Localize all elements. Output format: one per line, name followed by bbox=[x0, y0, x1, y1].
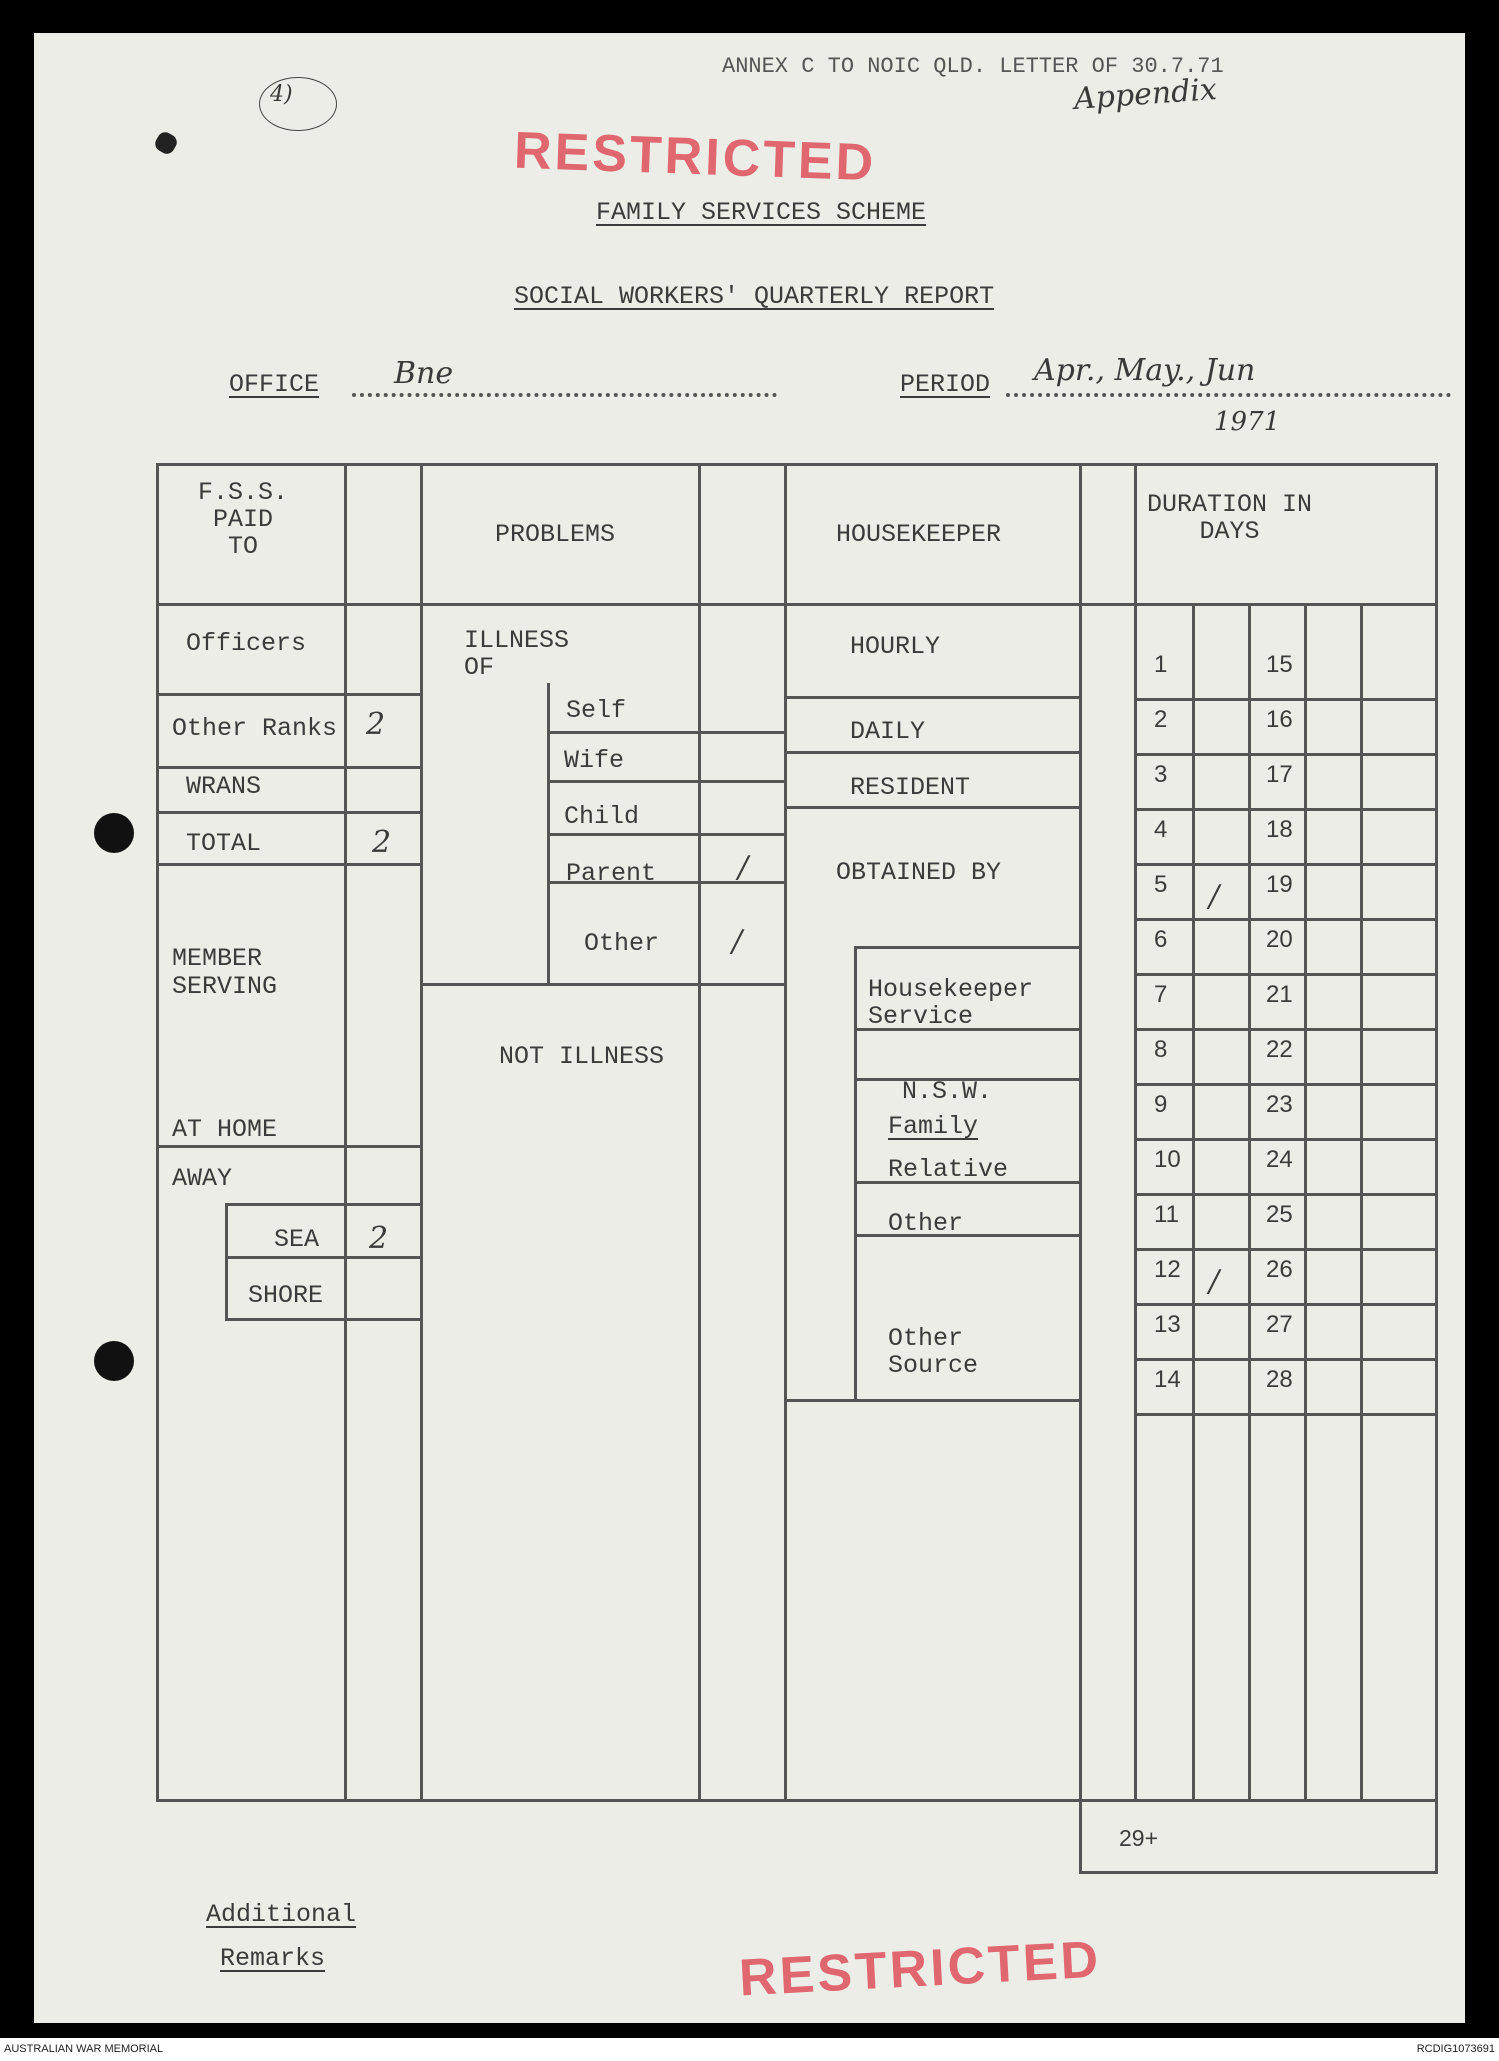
duration-mark-12: / bbox=[1209, 1264, 1220, 1299]
paid-to-officers: Officers bbox=[186, 629, 307, 658]
problems-wife: Wife bbox=[564, 746, 625, 775]
header-problems: PROBLEMS bbox=[495, 520, 616, 549]
duration-left-1: 1 bbox=[1154, 651, 1168, 678]
duration-mark-5: / bbox=[1209, 879, 1220, 914]
duration-right-25: 25 bbox=[1266, 1201, 1293, 1228]
paid-to-sea: SEA bbox=[274, 1225, 320, 1254]
additional-label: Additional bbox=[206, 1900, 357, 1929]
paid-to-other-ranks-value: 2 bbox=[366, 707, 386, 742]
housekeeper-nsw: N.S.W. bbox=[902, 1077, 993, 1106]
period-label: PERIOD bbox=[900, 370, 991, 399]
page-number: 4) bbox=[270, 82, 293, 107]
document-page bbox=[34, 33, 1465, 2023]
punch-hole-top bbox=[94, 813, 134, 853]
member-serving: MEMBER SERVING bbox=[172, 944, 278, 1001]
header-housekeeper: HOUSEKEEPER bbox=[836, 520, 1002, 549]
duration-left-5: 5 bbox=[1154, 871, 1168, 898]
duration-right-19: 19 bbox=[1266, 871, 1293, 898]
paid-to-total: TOTAL bbox=[186, 829, 262, 858]
remarks-label: Remarks bbox=[220, 1944, 326, 1973]
paid-to-sea-value: 2 bbox=[369, 1221, 389, 1256]
duration-left-13: 13 bbox=[1154, 1311, 1181, 1338]
problems-other: Other bbox=[584, 929, 660, 958]
duration-right-28: 28 bbox=[1266, 1366, 1293, 1393]
duration-left-2: 2 bbox=[1154, 706, 1168, 733]
duration-right-24: 24 bbox=[1266, 1146, 1293, 1173]
duration-right-16: 16 bbox=[1266, 706, 1293, 733]
problems-child: Child bbox=[564, 802, 640, 831]
problems-parent-value: / bbox=[738, 850, 749, 885]
annex-handwritten-note: Appendix bbox=[1072, 72, 1218, 117]
duration-right-18: 18 bbox=[1266, 816, 1293, 843]
duration-left-8: 8 bbox=[1154, 1036, 1168, 1063]
duration-right-23: 23 bbox=[1266, 1091, 1293, 1118]
problems-illness-of: ILLNESS OF bbox=[464, 626, 570, 682]
restricted-stamp-top: RESTRICTED bbox=[513, 121, 878, 193]
problems-parent: Parent bbox=[566, 859, 657, 888]
paid-to-away: AWAY bbox=[172, 1164, 233, 1193]
archive-footer bbox=[0, 2038, 1499, 2061]
problems-self: Self bbox=[566, 696, 627, 725]
housekeeper-other-source: Other Source bbox=[888, 1324, 979, 1380]
duration-left-12: 12 bbox=[1154, 1256, 1181, 1283]
housekeeper-other: Other bbox=[888, 1209, 964, 1238]
paid-to-wrans: WRANS bbox=[186, 772, 262, 801]
duration-left-4: 4 bbox=[1154, 816, 1168, 843]
office-label: OFFICE bbox=[229, 370, 320, 399]
restricted-stamp-bottom: RESTRICTED bbox=[737, 1930, 1103, 2008]
housekeeper-hourly: HOURLY bbox=[850, 632, 941, 661]
housekeeper-relative: Relative bbox=[888, 1155, 1009, 1184]
housekeeper-resident: RESIDENT bbox=[850, 773, 971, 802]
period-year: 1971 bbox=[1214, 407, 1281, 437]
punch-hole-bottom bbox=[94, 1341, 134, 1381]
problems-other-value: / bbox=[732, 924, 743, 959]
duration-left-11: 11 bbox=[1154, 1201, 1179, 1228]
paid-to-total-value: 2 bbox=[372, 825, 392, 860]
duration-right-20: 20 bbox=[1266, 926, 1293, 953]
duration-29-plus: 29+ bbox=[1119, 1825, 1159, 1851]
period-dotted-line bbox=[1006, 393, 1451, 397]
header-duration: DURATION IN DAYS bbox=[1147, 490, 1313, 546]
duration-right-27: 27 bbox=[1266, 1311, 1293, 1338]
form-subtitle: SOCIAL WORKERS' QUARTERLY REPORT bbox=[514, 282, 995, 311]
duration-right-22: 22 bbox=[1266, 1036, 1293, 1063]
housekeeper-service: Housekeeper Service bbox=[868, 975, 1034, 1031]
duration-left-10: 10 bbox=[1154, 1146, 1181, 1173]
duration-right-17: 17 bbox=[1266, 761, 1293, 788]
period-value: Apr., May., Jun bbox=[1034, 353, 1256, 388]
ink-smudge bbox=[152, 129, 179, 156]
header-paid-to: F.S.S. PAID TO bbox=[198, 478, 289, 561]
office-value: Bne bbox=[394, 356, 454, 391]
form-title: FAMILY SERVICES SCHEME bbox=[596, 198, 927, 227]
paid-to-shore: SHORE bbox=[248, 1281, 324, 1310]
paid-to-other-ranks: Other Ranks bbox=[172, 714, 338, 743]
archive-id: RCDIG1073691 bbox=[1416, 2043, 1495, 2055]
duration-left-7: 7 bbox=[1154, 981, 1168, 1008]
duration-left-3: 3 bbox=[1154, 761, 1168, 788]
duration-right-26: 26 bbox=[1266, 1256, 1293, 1283]
office-dotted-line bbox=[352, 393, 777, 397]
paid-to-at-home: AT HOME bbox=[172, 1115, 278, 1144]
duration-left-6: 6 bbox=[1154, 926, 1168, 953]
archive-source: AUSTRALIAN WAR MEMORIAL bbox=[4, 2043, 164, 2055]
housekeeper-daily: DAILY bbox=[850, 717, 926, 746]
duration-left-14: 14 bbox=[1154, 1366, 1181, 1393]
housekeeper-obtained-by: OBTAINED BY bbox=[836, 858, 1002, 887]
annex-reference: ANNEX C TO NOIC QLD. LETTER OF 30.7.71 bbox=[722, 54, 1224, 79]
duration-right-15: 15 bbox=[1266, 651, 1293, 678]
duration-right-21: 21 bbox=[1266, 981, 1293, 1008]
problems-not-illness: NOT ILLNESS bbox=[499, 1042, 665, 1071]
duration-left-9: 9 bbox=[1154, 1091, 1168, 1118]
housekeeper-family: Family bbox=[888, 1112, 979, 1141]
